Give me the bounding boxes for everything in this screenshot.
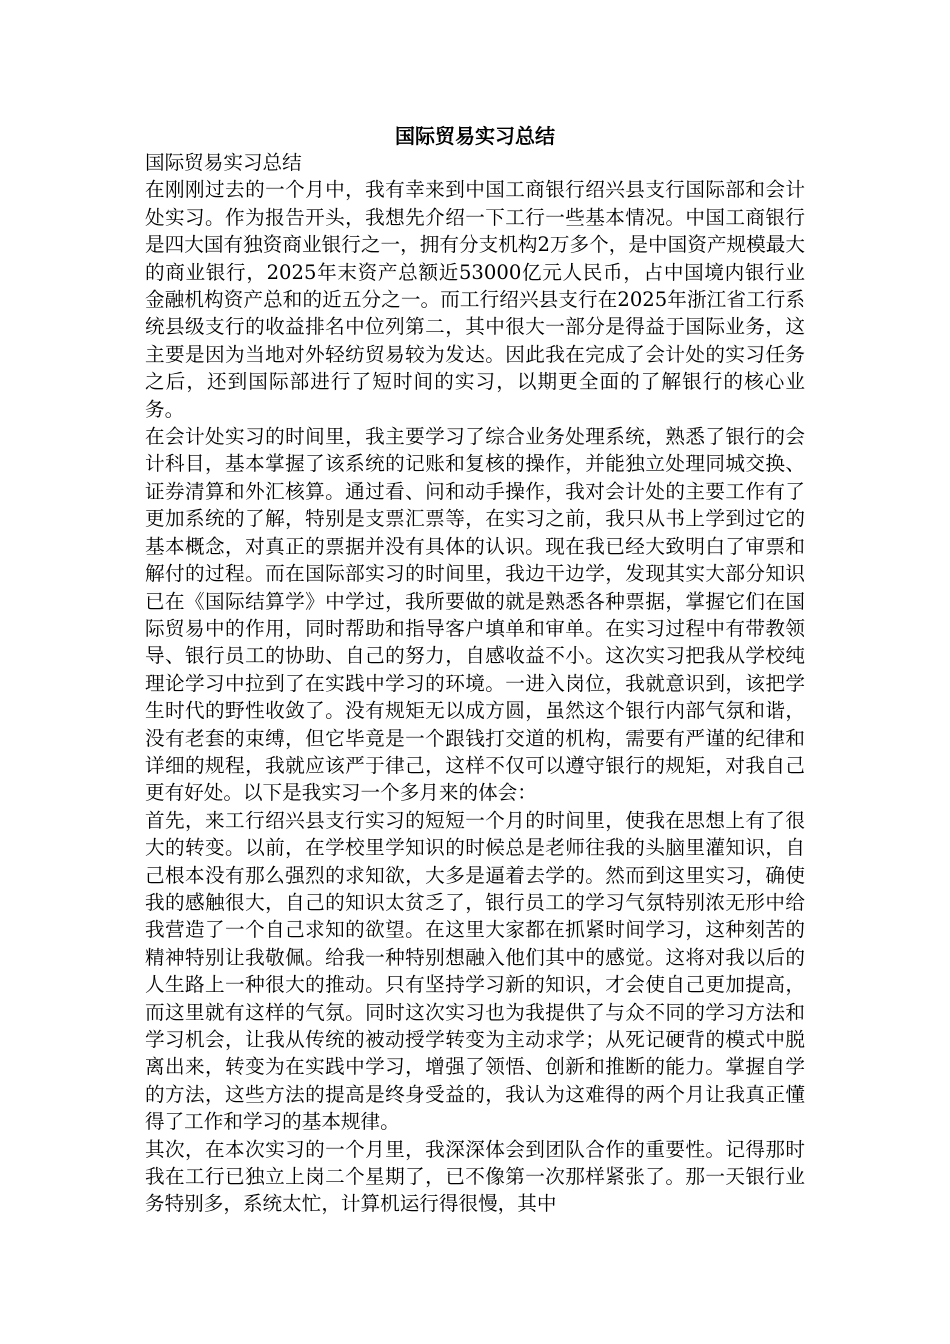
paragraph-3: 首先，来工行绍兴县支行实习的短短一个月的时间里，使我在思想上有了很大的转变。以前，在学校里学知识的时候总是老师往我的头脑里灌知识，自己根本没有那么强烈的求知欲，大多是逼着去学的。然而到这里实习，确使我的感触很大，自己的知识太贫乏了，银行员工的学习气氛特别浓无形中给我营造了一个自己求知的欲望。在这里大家都在抓紧时间学习，这种刻苦的精神特别让我敬佩。给我一种特别想融入他们其中的感觉。这将对我以后的人生路上一种很大的推动。只有坚持学习新的知识，才会使自己更加提高，而这里就有这样的气氛。同时这次实习也为我提供了与众不同的学习方法和学习机会，让我从传统的被动授学转变为主动求学；从死记硬背的模式中脱离出来，转变为在实践中学习，增强了领悟、创新和推断的能力。掌握自学的方法，这些方法的提高是终身受益的，我认为这难得的两个月让我真正懂得了工作和学习的基本规律。 [145,808,805,1134]
paragraph-1: 在刚刚过去的一个月中，我有幸来到中国工商银行绍兴县支行国际部和会计处实习。作为报告开头，我想先介绍一下工行一些基本情况。中国工商银行是四大国有独资商业银行之一，拥有分支机构2万多个，是中国资产规模最大的商业银行，2025年末资产总额近53000亿元人民币，占中国境内银行业金融机构资产总和的近五分之一。而工行绍兴县支行在2025年浙江省工行系统县级支行的收益排名中位列第二，其中很大一部分是得益于国际业务，这主要是因为当地对外轻纺贸易较为发达。因此我在完成了会计处的实习任务之后，还到国际部进行了短时间的实习，以期更全面的了解银行的核心业务。 [145,178,805,421]
document-title: 国际贸易实习总结 [395,124,555,148]
document-subtitle: 国际贸易实习总结 [145,151,302,174]
paragraph-4: 其次，在本次实习的一个月里，我深深体会到团队合作的重要性。记得那时我在工行已独立上岗二个星期了，已不像第一次那样紧张了。那一天银行业务特别多，系统太忙，计算机运行得很慢，其中 [145,1137,805,1216]
document-body [145,149,805,1218]
paragraph-2: 在会计处实习的时间里，我主要学习了综合业务处理系统，熟悉了银行的会计科目，基本掌握了该系统的记账和复核的操作，并能独立处理同城交换、证券清算和外汇核算。通过看、问和动手操作，我对会计处的主要工作有了更加系统的了解，特别是支票汇票等，在实习之前，我只从书上学到过它的基本概念，对真正的票据并没有具体的认识。现在我已经大致明白了审票和解付的过程。而在国际部实习的时间里，我边干边学，发现其实大部分知识已在《国际结算学》中学过，我所要做的就是熟悉各种票据，掌握它们在国际贸易中的作用，同时帮助和指导客户填单和审单。在实习过程中有带教领导、银行员工的协助、自己的努力，自感收益不小。这次实习把我从学校纯理论学习中拉到了在实践中学习的环境。一进入岗位，我就意识到，该把学生时代的野性收敛了。没有规矩无以成方圆，虽然这个银行内部气氛和谐，没有老套的束缚，但它毕竟是一个跟钱打交道的机构，需要有严谨的纪律和详细的规程，我就应该严于律己，这样不仅可以遵守银行的规矩，对我自己更有好处。以下是我实习一个多月来的体会： [145,425,805,805]
